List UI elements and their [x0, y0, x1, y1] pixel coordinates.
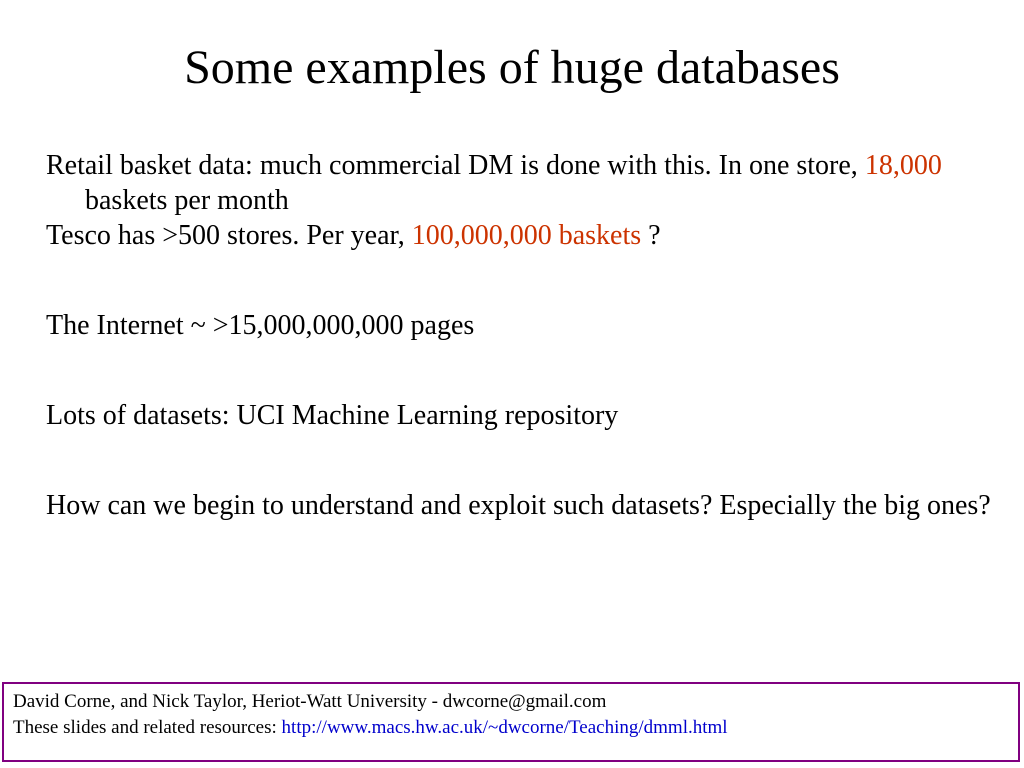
retail-text-a: Retail basket data: much commercial DM is done with this. In one store, — [46, 150, 865, 181]
bullet-retail-basket — [46, 148, 1014, 218]
spacer — [46, 343, 1014, 398]
spacer — [46, 433, 1014, 488]
slide-body — [46, 148, 1014, 523]
retail-highlight: 18,000 — [864, 150, 942, 181]
slide-title: Some examples of huge databases — [184, 41, 840, 94]
bullet-question: How can we begin to understand and exploit such datasets? Especially the big ones? — [46, 490, 991, 521]
bullet-tesco — [46, 218, 1014, 253]
footer-resources-label: These slides and related resources: — [13, 717, 282, 738]
bullet-internet: The Internet ~ >15,000,000,000 pages — [46, 310, 475, 341]
bullet-datasets: Lots of datasets: UCI Machine Learning repository — [46, 400, 619, 431]
footer-resources — [13, 715, 1018, 741]
tesco-text-a: Tesco has >500 stores. Per year, — [46, 220, 412, 251]
tesco-highlight: 100,000,000 baskets — [411, 220, 642, 251]
spacer — [46, 253, 1014, 308]
retail-text-b: baskets per month — [85, 185, 289, 216]
footer-credits: David Corne, and Nick Taylor, Heriot-Watt University - dwcorne@gmail.com — [13, 691, 607, 712]
resources-link[interactable]: http://www.macs.hw.ac.uk/~dwcorne/Teaching/dmml.html — [281, 717, 728, 738]
tesco-text-b: ? — [641, 220, 661, 251]
footer-box — [2, 682, 1020, 762]
